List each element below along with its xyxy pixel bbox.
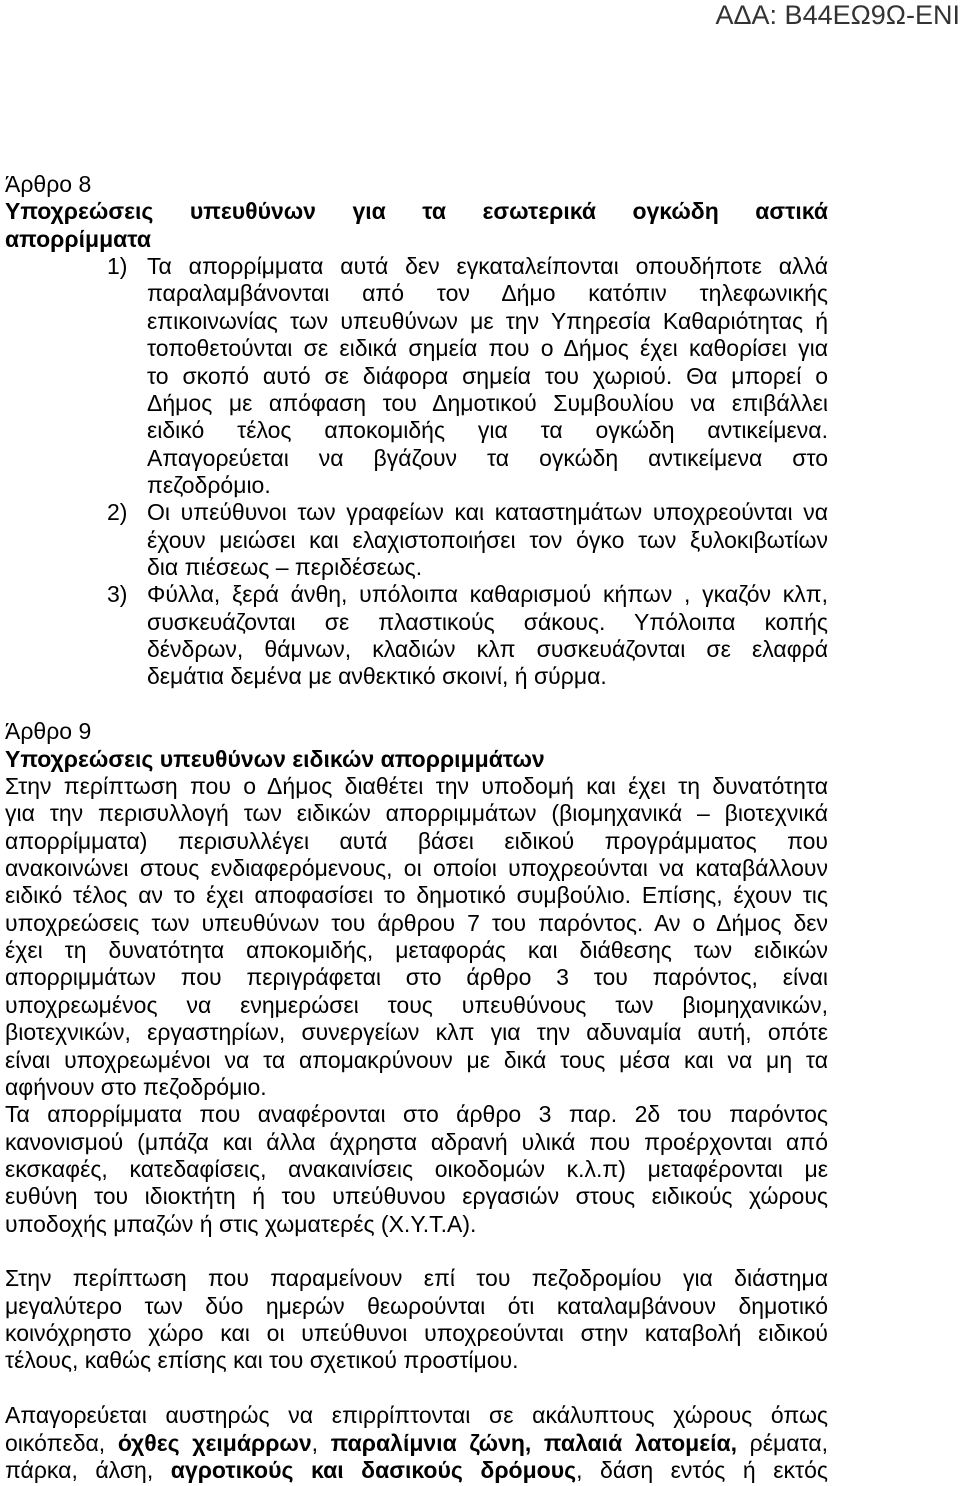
- article-9-title: Υποχρεώσεις υπευθύνων ειδικών απορριμμάτων: [5, 745, 545, 772]
- blank-line: [5, 1375, 828, 1402]
- text-line: δένδρων, θάμνων, κλαδιών κλπ συσκευάζονται σε ελαφρά: [147, 636, 828, 663]
- text-line: Στην περίπτωση που ο Δήμος διαθέτει την υποδομή και έχει τη δυνατότητα: [5, 772, 828, 799]
- text-line: ειδικό τέλος αν το έχει αποφασίσει το δημοτικό συμβούλιο. Επίσης, έχουν τις: [5, 882, 828, 909]
- text-line: Απαγορεύεται να βγάζουν τα ογκώδη αντικείμενα στο: [147, 444, 828, 471]
- text-line: τοποθετούνται σε ειδικά σημεία που ο Δήμος έχει καθορίσει για: [147, 335, 828, 362]
- list-item-number: 1): [107, 253, 128, 280]
- ada-code: ΑΔΑ: Β44ΕΩ9Ω-ΕΝΙ: [715, 0, 960, 30]
- text-segment: ρέματα,: [737, 1429, 829, 1456]
- list-item-text: [147, 253, 828, 499]
- text-segment: οικόπεδα,: [5, 1429, 118, 1456]
- text-line: παραλαμβάνονται από τον Δήμο κατόπιν τηλεφωνικής: [147, 280, 828, 307]
- blank-line: [5, 691, 828, 718]
- text-line: Φύλλα, ξερά άνθη, υπόλοιπα καθαρισμού κήπων , γκαζόν κλπ,: [147, 581, 828, 608]
- text-line: πεζοδρόμιο.: [147, 471, 271, 498]
- text-line: Οι υπεύθυνοι των γραφείων και καταστημάτων υποχρεούνται να: [147, 499, 828, 526]
- bold-text-segment: παραλίμνια ζώνη, παλαιά λατομεία,: [330, 1429, 738, 1456]
- text-line: Τα απορρίμματα αυτά δεν εγκαταλείπονται οπουδήποτε αλλά: [147, 253, 828, 280]
- list-item-number: 3): [107, 581, 128, 608]
- bold-text-segment: όχθες χειμάρρων: [117, 1429, 312, 1456]
- list-item-text: [147, 581, 828, 690]
- text-line: βιοτεχνικών, εργαστηρίων, συνεργείων κλπ για την αδυναμία αυτή, οπότε: [5, 1019, 828, 1046]
- bold-text-segment: αγροτικούς και δασικούς δρόμους: [170, 1456, 577, 1483]
- article-8-title-line: απορρίμματα: [5, 225, 152, 252]
- text-line: επικοινωνίας των υπευθύνων με την Υπηρεσία Καθαριότητας ή: [147, 307, 828, 334]
- text-line: έχει τη δυνατότητα αποκομιδής, μεταφοράς και διάθεσης των ειδικών: [5, 937, 828, 964]
- text-line: απορριμμάτων που περιγράφεται στο άρθρο 3 του παρόντος, είναι: [5, 964, 828, 991]
- text-line: [5, 1457, 828, 1484]
- text-line: εκσκαφές, κατεδαφίσεις, ανακαινίσεις οικοδομών κ.λ.π) μεταφέρονται με: [5, 1155, 828, 1182]
- text-line: είναι υποχρεωμένοι να τα απομακρύνουν με δικά τους μέσα και να μη τα: [5, 1046, 828, 1073]
- text-line: Απαγορεύεται αυστηρώς να επιρρίπτονται σε ακάλυπτους χώρους όπως: [5, 1402, 828, 1429]
- text-line: κανονισμού (μπάζα και άλλα άχρηστα αδρανή υλικά που προέρχονται από: [5, 1128, 828, 1155]
- list-item-3: [5, 581, 828, 690]
- text-line: για την περισυλλογή των ειδικών απορριμμάτων (βιομηχανικά – βιοτεχνικά: [5, 800, 828, 827]
- text-line: υποχρεωμένος να ενημερώσει τους υπευθύνους των βιομηχανικών,: [5, 991, 828, 1018]
- text-line: τέλους, καθώς επίσης και του σχετικού προστίμου.: [5, 1347, 519, 1374]
- text-line: μεγαλύτερο των δύο ημερών θεωρούνται ότι καταλαμβάνουν δημοτικό: [5, 1292, 828, 1319]
- paragraph-2: [5, 1101, 828, 1238]
- text-line: αφήνουν στο πεζοδρόμιο.: [5, 1073, 267, 1100]
- text-line: ανακοινώνει στους ενδιαφερόμενους, οι οποίοι υποχρεούνται να καταβάλλουν: [5, 854, 828, 881]
- article-8-heading: Άρθρο 8: [5, 171, 92, 197]
- list-item-2: [5, 499, 828, 581]
- text-line: Τα απορρίμματα που αναφέρονται στο άρθρο 3 παρ. 2δ του παρόντος: [5, 1101, 828, 1128]
- list-item-number: 2): [107, 499, 128, 526]
- text-line: κοινόχρηστο χώρο και οι υπεύθυνοι υποχρεούνται στην καταβολή ειδικού: [5, 1320, 828, 1347]
- text-segment: πάρκα, άλση,: [5, 1456, 171, 1483]
- text-segment: ,: [311, 1429, 331, 1456]
- text-line: υποχρεώσεις των υπευθύνων του άρθρου 7 του παρόντος. Αν ο Δήμος δεν: [5, 909, 828, 936]
- blank-line: [5, 1238, 828, 1265]
- list-item-1: [5, 253, 828, 499]
- text-line: ευθύνη του ιδιοκτήτη ή του υπεύθυνου εργασιών στους ειδικούς χώρους: [5, 1183, 828, 1210]
- text-line: το σκοπό αυτό σε διάφορα σημεία του χωριού. Θα μπορεί ο: [147, 362, 828, 389]
- text-line: Στην περίπτωση που παραμείνουν επί του πεζοδρομίου για διάστημα: [5, 1265, 828, 1292]
- text-line: δια πιέσεως – περιδέσεως.: [147, 554, 423, 581]
- list-item-text: [147, 499, 828, 581]
- text-line: δεμάτια δεμένα με ανθεκτικό σκοινί, ή σύρμα.: [147, 663, 607, 690]
- paragraph-4: [5, 1402, 828, 1484]
- text-line: συσκευάζονται σε πλαστικούς σάκους. Υπόλοιπα κοπής: [147, 608, 828, 635]
- text-line: έχουν μειώσει και ελαχιστοποιήσει τον όγκο των ξυλοκιβωτίων: [147, 526, 828, 553]
- text-segment: , δάση εντός ή εκτός: [576, 1456, 828, 1483]
- document-body: [5, 171, 828, 1484]
- article-8-title-line: Υποχρεώσεις υπευθύνων για τα εσωτερικά ογκώδη αστικά: [5, 198, 828, 225]
- text-line: Δήμος με απόφαση του Δημοτικού Συμβουλίου να επιβάλλει: [147, 389, 828, 416]
- text-line: [5, 1430, 828, 1457]
- text-line: υποδοχής μπαζών ή στις χωματερές (Χ.Υ.Τ.Α).: [5, 1210, 477, 1237]
- paragraph-3: [5, 1265, 828, 1374]
- text-line: ειδικό τέλος αποκομιδής για τα ογκώδη αντικείμενα.: [147, 417, 828, 444]
- text-line: απορρίμματα) περισυλλέγει αυτά βάσει ειδικού προγράμματος που: [5, 827, 828, 854]
- article-9-heading: Άρθρο 9: [5, 718, 92, 745]
- paragraph-1: [5, 773, 828, 1101]
